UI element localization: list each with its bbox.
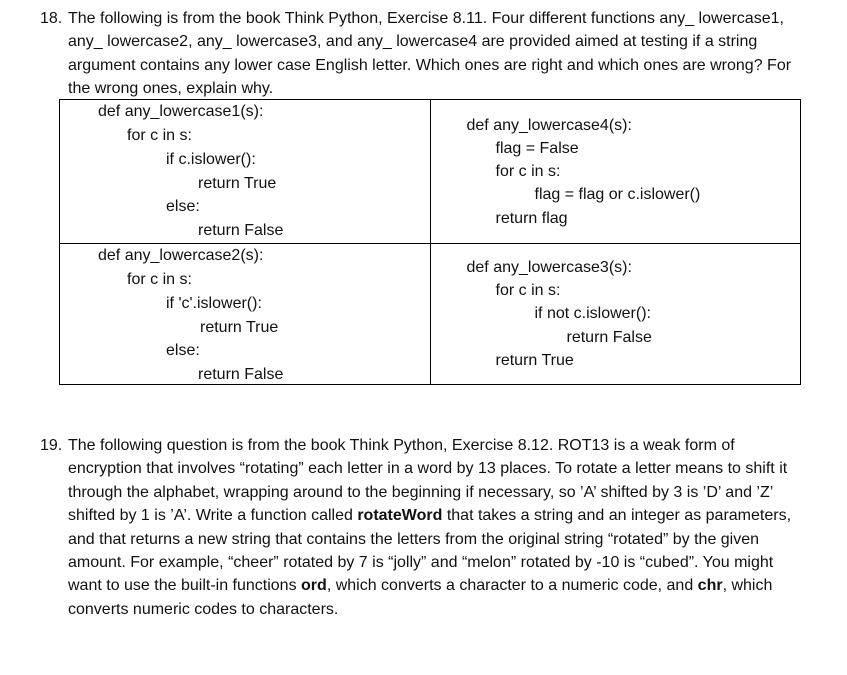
code-line: if c.islower(): xyxy=(166,151,256,168)
function-name-rotateword: rotateWord xyxy=(357,507,443,525)
code-cell-any-lowercase2 xyxy=(60,244,431,385)
code-line: else: xyxy=(166,198,200,215)
text-segment: , which converts numeric codes to characters. xyxy=(68,577,773,618)
code-line: return True xyxy=(200,319,279,336)
question-number: 18. xyxy=(40,10,63,27)
question-number: 19. xyxy=(40,437,63,454)
code-line: for c in s: xyxy=(127,127,192,144)
code-line: for c in s: xyxy=(495,282,561,299)
code-table xyxy=(59,99,801,385)
code-cell-any-lowercase3 xyxy=(430,244,801,385)
code-line: for c in s: xyxy=(127,271,192,288)
code-line: return False xyxy=(198,222,284,239)
code-line: return flag xyxy=(495,210,568,227)
code-line: return True xyxy=(198,175,277,192)
code-line: def any_lowercase2(s): xyxy=(98,247,264,264)
question-18 xyxy=(40,7,810,101)
code-line: return True xyxy=(495,352,574,369)
code-line: flag = flag or c.islower() xyxy=(534,186,701,203)
code-line: if not c.islower(): xyxy=(534,305,651,322)
code-line: return False xyxy=(566,329,652,346)
text-segment: , which converts a character to a numeric code, and xyxy=(326,577,698,595)
function-name-chr: chr xyxy=(697,577,723,595)
code-cell-any-lowercase1 xyxy=(60,100,431,244)
text-segment: that takes a string and an integer as parameters, and that returns a new string that contains the letters from the original string “rotated” by the given amount. For example, “cheer” rotated by 7 is “jolly” and “melon” rotated by -10 is “cubed”. You might want to use the built-in functions xyxy=(68,507,792,595)
code-line: return False xyxy=(198,366,284,383)
code-line: def any_lowercase3(s): xyxy=(466,259,632,276)
code-line: flag = False xyxy=(495,140,579,157)
question-text: The following is from the book Think Python, Exercise 8.11. Four different functions any_ lowercase1, any_ lowercase2, any_ lowercase3, and any_ lowercase4 are provided aimed at testing if a string argument contains any lower case English letter. Which ones are right and which ones are wrong? For the wrong ones, explain why. xyxy=(68,10,792,98)
function-name-ord: ord xyxy=(301,577,327,595)
code-line: for c in s: xyxy=(495,163,561,180)
text-segment: The following question is from the book Think Python, Exercise 8.12. ROT13 is a weak form of encryption that involves “rotating” each letter in a word by 13 places. To rotate a letter means to shift it through the alphabet, wrapping around to the beginning if necessary, so ’A’ shifted by 3 is ’D’ and ’Z’ shifted by 1 is ’A’. Write a function called xyxy=(68,437,788,525)
question-19 xyxy=(40,434,810,621)
code-line: def any_lowercase4(s): xyxy=(466,117,632,134)
code-line: else: xyxy=(166,342,200,359)
code-line: def any_lowercase1(s): xyxy=(98,103,264,120)
code-line: if 'c'.islower(): xyxy=(166,295,262,312)
question-text xyxy=(40,434,810,621)
code-cell-any-lowercase4 xyxy=(430,100,801,244)
